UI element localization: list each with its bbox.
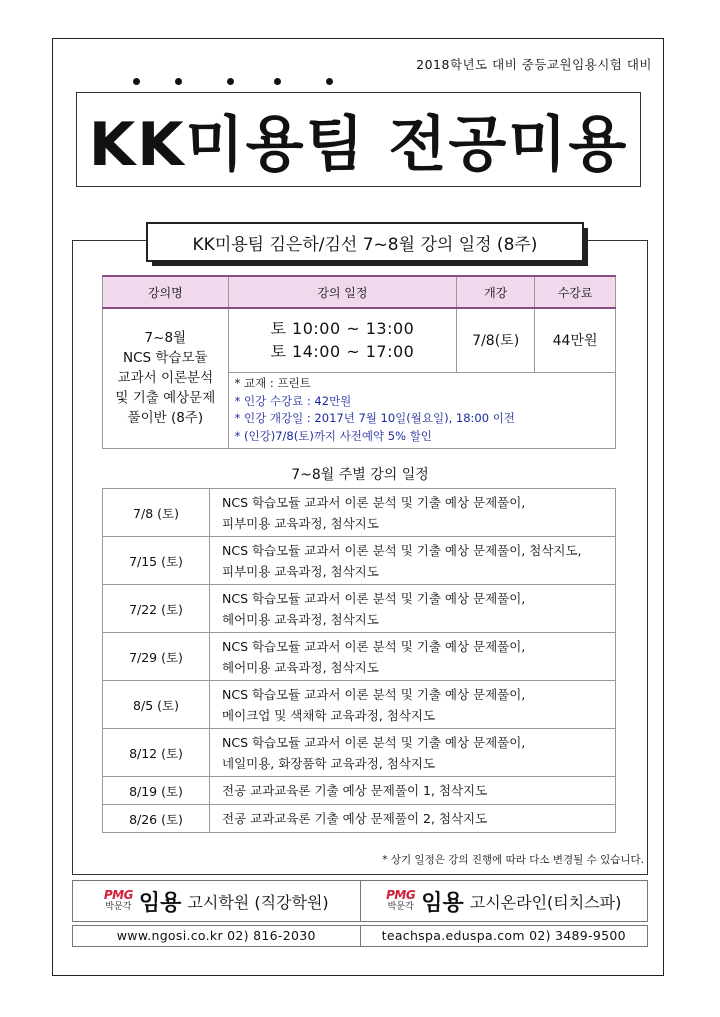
brand-academy: [73, 881, 360, 921]
week-description: 전공 교과교육론 기출 예상 문제풀이 1, 첨삭지도: [210, 777, 616, 805]
weekly-heading: 7~8월 주별 강의 일정: [291, 467, 429, 483]
week-date: 7/29 (토): [103, 633, 210, 681]
week-description: 전공 교과교육론 기출 예상 문제풀이 2, 첨삭지도: [210, 805, 616, 833]
table-row: [103, 537, 616, 585]
week-description: NCS 학습모듈 교과서 이론 분석 및 기출 예상 문제풀이, 헤어미용 교육과정, 첨삭지도: [210, 633, 616, 681]
brand-name-rest: 고시학원 (직강학원): [187, 892, 329, 912]
week-description: NCS 학습모듈 교과서 이론 분석 및 기출 예상 문제풀이, 첨삭지도, 피부미용 교육과정, 첨삭지도: [210, 537, 616, 585]
exam-subtitle: 2018학년도 대비 중등교원임용시험 대비: [416, 57, 652, 72]
note-online-start: * 인강 개강일 : 2017년 7월 10일(월요일), 18:00 이전: [234, 411, 515, 425]
table-row: [103, 585, 616, 633]
note-online-fee: * 인강 수강료 : 42만원: [234, 393, 352, 408]
note-textbook: * 교재 : 프린트: [234, 376, 311, 390]
table-row: [103, 681, 616, 729]
week-date: 8/26 (토): [103, 805, 210, 833]
brand-name-big: 임용: [421, 890, 464, 916]
header-start: 개강: [457, 276, 535, 308]
header-fee: 수강료: [535, 276, 616, 308]
brand-online: [360, 881, 648, 921]
contact-academy: www.ngosi.co.kr 02) 816-2030: [116, 928, 316, 943]
week-description: NCS 학습모듈 교과서 이론 분석 및 기출 예상 문제풀이, 피부미용 교육과정, 첨삭지도: [210, 489, 616, 537]
week-description: NCS 학습모듈 교과서 이론 분석 및 기출 예상 문제풀이, 메이크업 및 색채학 교육과정, 첨삭지도: [210, 681, 616, 729]
note-discount: * (인강)7/8(토)까지 사전예약 5% 할인: [234, 428, 432, 443]
week-description: NCS 학습모듈 교과서 이론 분석 및 기출 예상 문제풀이, 헤어미용 교육과정, 첨삭지도: [210, 585, 616, 633]
main-title: KK미용팀 전공미용: [88, 109, 629, 180]
brand-name-rest: 고시온라인(티치스파): [469, 892, 622, 912]
footnote: * 상기 일정은 강의 진행에 따라 다소 변경될 수 있습니다.: [382, 854, 644, 866]
week-date: 7/8 (토): [103, 489, 210, 537]
table-row: [103, 805, 616, 833]
week-date: 7/15 (토): [103, 537, 210, 585]
brand-row: [72, 880, 648, 922]
contact-online: teachspa.eduspa.com 02) 3489-9500: [360, 926, 648, 946]
start-date: 7/8(토): [457, 308, 535, 372]
course-table: [102, 275, 616, 449]
fee: 44만원: [535, 308, 616, 372]
course-notes: [228, 372, 615, 448]
week-date: 8/12 (토): [103, 729, 210, 777]
brand-name-big: 임용: [138, 890, 182, 916]
table-row: [103, 489, 616, 537]
course-table-header: [103, 276, 616, 308]
weekly-table: [102, 488, 616, 833]
title-box: [76, 92, 641, 187]
schedule-heading: KK미용팀 김은하/김선 7~8월 강의 일정 (8주): [146, 222, 584, 262]
header-schedule: 강의 일정: [228, 276, 457, 308]
table-row: [103, 633, 616, 681]
pmg-logo: PMG 박문각: [103, 888, 133, 912]
contact-row: [72, 925, 648, 947]
week-date: 8/19 (토): [103, 777, 210, 805]
week-date: 8/5 (토): [103, 681, 210, 729]
week-date: 7/22 (토): [103, 585, 210, 633]
header-course-name: 강의명: [103, 276, 229, 308]
pmg-logo: PMG 박문각: [386, 888, 416, 912]
course-row: [103, 308, 616, 372]
course-name: 7~8월 NCS 학습모듈 교과서 이론분석 및 기출 예상문제 풀이반 (8주): [103, 308, 229, 448]
time-slots: 토 10:00 ~ 13:00 토 14:00 ~ 17:00: [228, 308, 457, 372]
week-description: NCS 학습모듈 교과서 이론 분석 및 기출 예상 문제풀이, 네일미용, 화장품학 교육과정, 첨삭지도: [210, 729, 616, 777]
footer: [72, 880, 648, 950]
table-row: [103, 729, 616, 777]
table-row: [103, 777, 616, 805]
